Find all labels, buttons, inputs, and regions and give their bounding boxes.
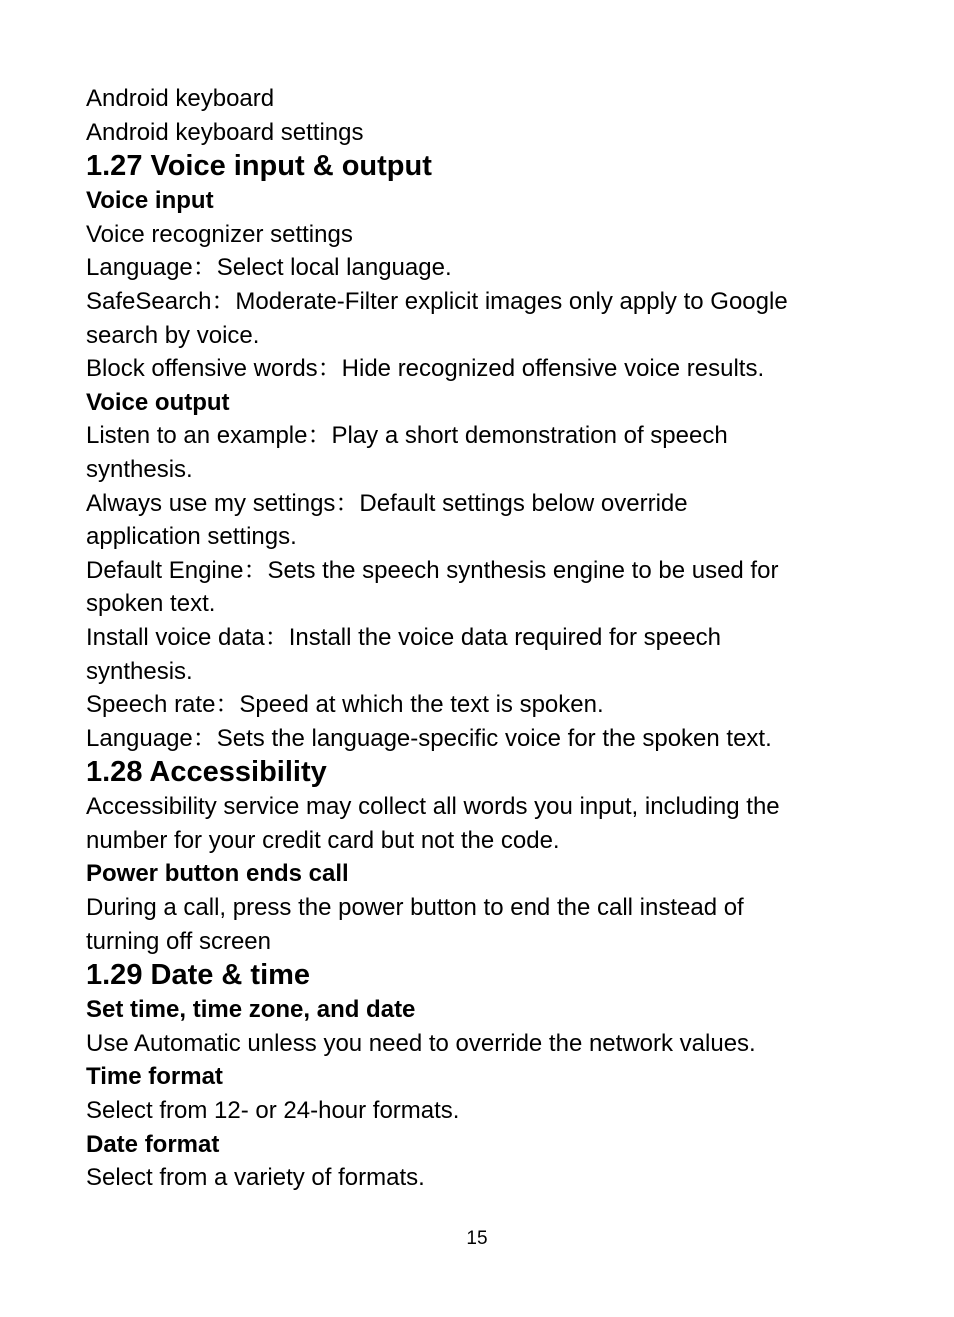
text-accessibility-2: number for your credit card but not the code. (86, 826, 560, 854)
text-safesearch-1: SafeSearch：Moderate-Filter explicit images only apply to Google (86, 287, 788, 315)
text-install-voice-2: synthesis. (86, 657, 193, 685)
text-android-keyboard: Android keyboard (86, 85, 275, 112)
text-language-local: Language：Select local language. (86, 254, 452, 282)
text-speech-rate: Speech rate：Speed at which the text is spoken. (86, 691, 604, 719)
text-language-voice: Language：Sets the language-specific voice for the spoken text. (86, 724, 772, 752)
text-safesearch-2: search by voice. (86, 321, 260, 349)
text-voice-recognizer-settings: Voice recognizer settings (86, 220, 353, 248)
text-use-automatic: Use Automatic unless you need to override the network values. (86, 1029, 756, 1057)
text-time-format: Select from 12- or 24-hour formats. (86, 1097, 460, 1125)
text-always-use-2: application settings. (86, 523, 297, 551)
subheading-power-button: Power button ends call (86, 860, 349, 888)
text-accessibility-1: Accessibility service may collect all words you input, including the (86, 793, 780, 821)
text-listen-example-2: synthesis. (86, 455, 193, 483)
subheading-date-format: Date format (86, 1130, 220, 1158)
subheading-voice-output: Voice output (86, 388, 230, 416)
heading-1-29: 1.29 Date & time (86, 959, 311, 992)
text-power-button-2: turning off screen (86, 927, 272, 955)
text-listen-example-1: Listen to an example：Play a short demonstration of speech (86, 422, 728, 450)
text-date-format: Select from a variety of formats. (86, 1164, 425, 1192)
subheading-voice-input: Voice input (86, 187, 214, 215)
text-power-button-1: During a call, press the power button to end the call instead of (86, 894, 744, 922)
text-default-engine-1: Default Engine：Sets the speech synthesis engine to be used for (86, 556, 779, 584)
text-android-keyboard-settings: Android keyboard settings (86, 118, 364, 146)
subheading-set-time: Set time, time zone, and date (86, 996, 416, 1024)
subheading-time-format: Time format (86, 1063, 223, 1091)
heading-1-28: 1.28 Accessibility (86, 756, 327, 789)
text-install-voice-1: Install voice data：Install the voice data required for speech (86, 623, 722, 651)
text-default-engine-2: spoken text. (86, 590, 216, 618)
text-block-offensive: Block offensive words：Hide recognized offensive voice results. (86, 355, 765, 383)
heading-1-27: 1.27 Voice input & output (86, 150, 432, 183)
page-number: 15 (466, 1228, 488, 1249)
page-content (86, 82, 876, 1195)
text-always-use-1: Always use my settings：Default settings below override (86, 489, 688, 517)
